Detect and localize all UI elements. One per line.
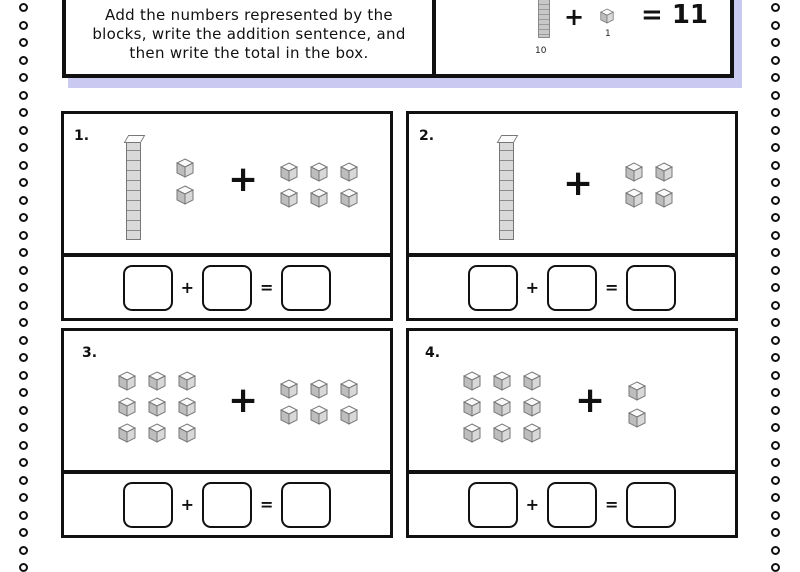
addend-1-box[interactable] — [468, 482, 518, 528]
problem-2-blocks — [409, 114, 735, 257]
addend-2-box[interactable] — [202, 265, 252, 311]
border-dot-icon — [19, 21, 28, 30]
border-dot-icon — [771, 283, 780, 292]
border-dot-icon — [19, 231, 28, 240]
unit-cube-icon — [625, 162, 643, 180]
unit-cube-icon — [523, 397, 541, 415]
border-dot-icon — [771, 441, 780, 450]
unit-cube-icon — [625, 188, 643, 206]
example-panel — [436, 0, 730, 74]
ones-group-right — [625, 162, 673, 206]
unit-cube-icon — [280, 162, 298, 180]
border-dot-icon — [771, 336, 780, 345]
unit-cube-icon — [148, 371, 166, 389]
example-plus: + — [564, 3, 585, 31]
unit-cube-icon — [493, 397, 511, 415]
border-dot-icon — [771, 178, 780, 187]
border-dot-icon — [19, 266, 28, 275]
problem-1-blocks — [64, 114, 390, 257]
ones-group-left — [176, 158, 194, 203]
border-dot-icon — [19, 318, 28, 327]
border-dot-icon — [771, 458, 780, 467]
problem-1-equation — [64, 257, 390, 318]
border-dot-icon — [771, 56, 780, 65]
header-shadow-right — [734, 0, 742, 88]
unit-cube-icon — [493, 371, 511, 389]
border-dot-icon — [19, 108, 28, 117]
unit-cube-icon — [280, 188, 298, 206]
unit-cube-icon — [178, 371, 196, 389]
border-dot-icon — [771, 493, 780, 502]
problem-4-blocks — [409, 331, 735, 474]
sum-box[interactable] — [281, 265, 331, 311]
unit-cube-icon — [463, 397, 481, 415]
border-dot-icon — [19, 248, 28, 257]
border-dot-icon — [19, 91, 28, 100]
border-dot-icon — [771, 196, 780, 205]
border-dot-icon — [19, 458, 28, 467]
border-dot-icon — [771, 126, 780, 135]
border-dot-icon — [771, 318, 780, 327]
unit-cube-icon — [176, 158, 194, 176]
border-dot-icon — [771, 353, 780, 362]
unit-cube-icon — [118, 397, 136, 415]
unit-cube-icon — [340, 188, 358, 206]
ones-group-left — [463, 371, 541, 441]
problem-3 — [61, 328, 393, 538]
equation-equals: = — [260, 278, 274, 297]
equation-plus: + — [525, 495, 539, 514]
unit-cube-icon — [310, 379, 328, 397]
problem-number: 2. — [419, 128, 435, 144]
unit-cube-icon — [310, 162, 328, 180]
header-shadow — [68, 78, 740, 88]
border-dot-icon — [19, 56, 28, 65]
problem-3-blocks — [64, 331, 390, 474]
ones-group-left — [118, 371, 196, 441]
unit-cube-icon — [178, 423, 196, 441]
border-dot-icon — [19, 336, 28, 345]
border-dot-icon — [771, 301, 780, 310]
equation-equals: = — [260, 495, 274, 514]
border-dot-icon — [19, 476, 28, 485]
equation-plus: + — [180, 495, 194, 514]
example-ones-cube-icon — [600, 8, 618, 26]
unit-cube-icon — [493, 423, 511, 441]
border-dot-icon — [19, 563, 28, 572]
problem-number: 3. — [82, 345, 98, 361]
border-dot-icon — [771, 423, 780, 432]
addend-2-box[interactable] — [202, 482, 252, 528]
border-dot-icon — [771, 213, 780, 222]
unit-cube-icon — [148, 397, 166, 415]
border-dot-icon — [771, 38, 780, 47]
equation-equals: = — [605, 495, 619, 514]
border-dot-icon — [771, 388, 780, 397]
example-tens-label: 10 — [535, 46, 547, 56]
unit-cube-icon — [310, 405, 328, 423]
unit-cube-icon — [280, 379, 298, 397]
border-dot-icon — [771, 161, 780, 170]
border-dot-icon — [19, 493, 28, 502]
border-dot-icon — [771, 91, 780, 100]
border-dot-icon — [771, 511, 780, 520]
problem-2 — [406, 111, 738, 321]
border-dot-icon — [19, 38, 28, 47]
unit-cube-icon — [148, 423, 166, 441]
border-dot-icon — [19, 213, 28, 222]
sum-box[interactable] — [626, 482, 676, 528]
unit-cube-icon — [340, 162, 358, 180]
border-dot-icon — [19, 196, 28, 205]
unit-cube-icon — [280, 405, 298, 423]
border-dot-icon — [19, 126, 28, 135]
addend-1-box[interactable] — [123, 265, 173, 311]
problem-number: 1. — [74, 128, 90, 144]
sum-box[interactable] — [626, 265, 676, 311]
border-dot-icon — [19, 161, 28, 170]
border-dot-icon — [771, 563, 780, 572]
problem-2-equation — [409, 257, 735, 318]
border-dot-icon — [771, 108, 780, 117]
border-dot-icon — [19, 73, 28, 82]
problem-1 — [61, 111, 393, 321]
example-ones-label: 1 — [605, 29, 611, 39]
addend-2-box[interactable] — [547, 482, 597, 528]
plus-sign: + — [228, 159, 259, 200]
sum-box[interactable] — [281, 482, 331, 528]
equation-plus: + — [525, 278, 539, 297]
border-dot-icon — [771, 21, 780, 30]
unit-cube-icon — [655, 188, 673, 206]
example-tens-rod-icon — [538, 0, 550, 38]
instructions-text: Add the numbers represented by the blocks, write the addition sentence, and then write the total in the box. — [66, 0, 436, 74]
equation-plus: + — [180, 278, 194, 297]
unit-cube-icon — [463, 423, 481, 441]
border-dot-icon — [19, 178, 28, 187]
border-dot-icon — [771, 406, 780, 415]
ones-group-right — [280, 162, 358, 206]
unit-cube-icon — [118, 423, 136, 441]
border-dot-icon — [19, 423, 28, 432]
border-dot-icon — [771, 266, 780, 275]
border-dot-icon — [19, 283, 28, 292]
header-panel — [62, 0, 734, 78]
unit-cube-icon — [655, 162, 673, 180]
border-dot-icon — [771, 3, 780, 12]
problem-number: 4. — [425, 345, 441, 361]
border-dot-icon — [19, 546, 28, 555]
addend-1-box[interactable] — [468, 265, 518, 311]
ones-group-right — [628, 381, 646, 426]
unit-cube-icon — [340, 405, 358, 423]
addend-2-box[interactable] — [547, 265, 597, 311]
dotted-border-right — [770, 0, 780, 533]
problem-4-equation — [409, 474, 735, 535]
unit-cube-icon — [176, 185, 194, 203]
unit-cube-icon — [310, 188, 328, 206]
border-dot-icon — [19, 3, 28, 12]
unit-cube-icon — [340, 379, 358, 397]
problem-3-equation — [64, 474, 390, 535]
unit-cube-icon — [628, 408, 646, 426]
tens-rod-icon — [126, 140, 141, 240]
plus-sign: + — [575, 380, 606, 421]
border-dot-icon — [771, 143, 780, 152]
example-equals-result: = 11 — [641, 0, 709, 30]
border-dot-icon — [19, 511, 28, 520]
border-dot-icon — [771, 371, 780, 380]
plus-sign: + — [563, 163, 594, 204]
unit-cube-icon — [523, 371, 541, 389]
border-dot-icon — [771, 476, 780, 485]
unit-cube-icon — [178, 397, 196, 415]
border-dot-icon — [771, 248, 780, 257]
unit-cube-icon — [628, 381, 646, 399]
border-dot-icon — [19, 441, 28, 450]
border-dot-icon — [19, 406, 28, 415]
border-dot-icon — [19, 301, 28, 310]
equation-equals: = — [605, 278, 619, 297]
border-dot-icon — [771, 73, 780, 82]
problem-4 — [406, 328, 738, 538]
border-dot-icon — [19, 388, 28, 397]
border-dot-icon — [19, 353, 28, 362]
unit-cube-icon — [118, 371, 136, 389]
unit-cube-icon — [523, 423, 541, 441]
border-dot-icon — [19, 371, 28, 380]
tens-rod-icon — [499, 140, 514, 240]
unit-cube-icon — [463, 371, 481, 389]
addend-1-box[interactable] — [123, 482, 173, 528]
border-dot-icon — [771, 546, 780, 555]
plus-sign: + — [228, 380, 259, 421]
border-dot-icon — [771, 231, 780, 240]
ones-group-right — [280, 379, 358, 423]
border-dot-icon — [19, 143, 28, 152]
dotted-border-left — [18, 0, 28, 533]
